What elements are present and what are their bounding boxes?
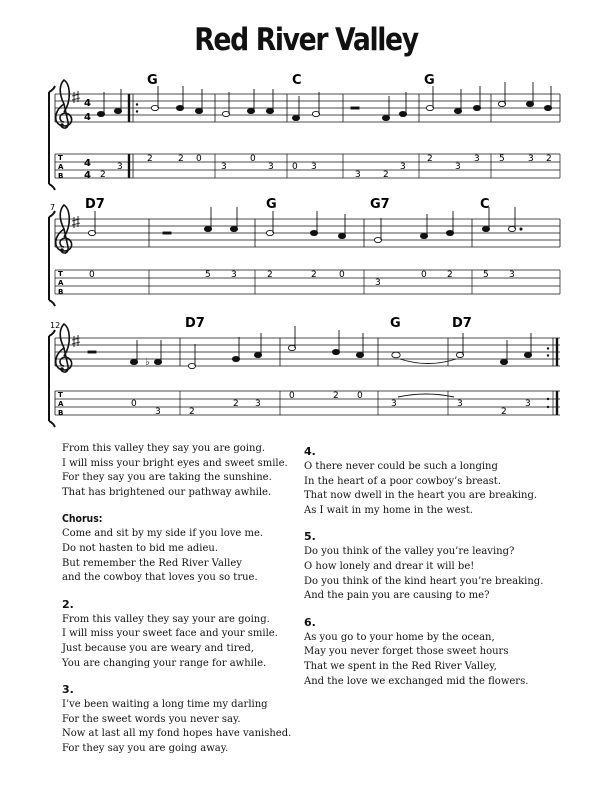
lyric-line: And the love we exchanged mid the flowers. [304, 675, 529, 687]
chord-label: D7 [452, 316, 472, 331]
lyric-line: Do you think of the kind heart you’re breaking. [304, 575, 544, 587]
lyric-line: Do you think of the valley you’re leaving? [304, 546, 515, 558]
tab-number: 3 [117, 162, 123, 172]
svg-text:♭: ♭ [145, 357, 150, 368]
lyric-line: From this valley they say you are going. [62, 443, 266, 454]
tab-number: 2 [267, 270, 273, 280]
lyric-line: That has brightened our pathway awhile. [62, 486, 272, 498]
lyric-line: For the sweet words you never say. [62, 713, 241, 725]
treble-clef-icon [56, 205, 72, 253]
tab-number: 3 [509, 270, 515, 280]
time-sig-bottom: 4 [84, 112, 91, 123]
tab-time-sig-bottom: 4 [84, 170, 91, 181]
tab-number: 3 [391, 399, 397, 409]
lyrics-column-left [62, 442, 292, 768]
tab-number: 0 [289, 391, 295, 401]
lyric-line: But remember the Red River Valley [62, 557, 242, 569]
tab-number: 2 [333, 391, 339, 401]
tab-number: 3 [525, 399, 531, 409]
tab-letter: T [58, 154, 63, 162]
tab-number: 5 [483, 270, 489, 280]
lyric-line: As you go to your home by the ocean, [304, 631, 495, 643]
tab-number: 0 [196, 154, 202, 164]
lyric-line: From this valley they say your are going. [62, 613, 270, 625]
system-2 [49, 197, 560, 306]
chord-label: G [147, 73, 158, 88]
chord-label: D7 [185, 316, 205, 331]
tab-number: 3 [231, 270, 237, 280]
tab-letter: B [58, 409, 64, 417]
lyric-line: Do not hasten to bid me adieu. [62, 542, 219, 554]
lyric-line: That now dwell in the heart you are breaking. [304, 490, 538, 502]
tab-number: 0 [421, 270, 427, 280]
lyric-line: I will miss your sweet face and your smile. [62, 628, 278, 640]
system-bracket [49, 86, 55, 190]
tab-time-sig-top: 4 [84, 158, 91, 169]
verse-heading: 3. [62, 683, 74, 697]
chorus-heading: Chorus: [62, 512, 103, 526]
tab-number: 2 [233, 399, 239, 409]
tab-number: 5 [205, 270, 211, 280]
tab-number: 3 [221, 162, 227, 172]
chord-label: G [266, 197, 277, 212]
tab-number: 0 [89, 270, 95, 280]
treble-clef-icon [56, 80, 72, 128]
tab-number: 2 [501, 407, 507, 417]
tab-number: 3 [268, 162, 274, 172]
lyric-line: and the cowboy that loves you so true. [62, 572, 258, 584]
lyric-line: As I wait in my home in the west. [304, 504, 473, 516]
lyric-line: I’ve been waiting a long time my darling [62, 699, 268, 711]
system-bracket [49, 211, 55, 306]
tab-number: 3 [528, 154, 534, 164]
tab-number: 3 [455, 162, 461, 172]
tab-number: 3 [311, 162, 317, 172]
verse-6 [304, 615, 544, 689]
lyrics-column-right [304, 444, 544, 700]
system-1 [49, 73, 560, 190]
lyric-line: In the heart of a poor cowboy’s breast. [304, 475, 501, 487]
tab-number: 3 [255, 399, 261, 409]
chord-label: D7 [85, 197, 105, 212]
chord-label: G7 [370, 197, 390, 212]
verse-5 [304, 529, 544, 603]
lyric-line: O how lonely and drear it will be! [304, 560, 475, 572]
lyric-line: For they say you are taking the sunshine. [62, 472, 272, 484]
lyric-line: May you never forget those sweet hours [304, 646, 509, 658]
verse-4 [304, 444, 544, 518]
lyric-line: For they say you are going away. [62, 742, 229, 754]
tab-number: 2 [311, 270, 317, 280]
tab-number: 2 [447, 270, 453, 280]
verse-heading: 6. [304, 615, 316, 629]
tab-number: 2 [189, 407, 195, 417]
notes [88, 207, 522, 243]
tab-number: 3 [400, 162, 406, 172]
tab-number: 2 [383, 170, 389, 180]
tab-number: 2 [100, 170, 106, 180]
chord-label: G [390, 316, 401, 331]
verse-heading: 2. [62, 597, 74, 611]
standard-staff [55, 219, 560, 247]
lyric-line: And the pain you are causing to me? [304, 590, 490, 602]
measure-number: 12 [50, 321, 61, 330]
lyric-line: I will miss your bright eyes and sweet smile. [62, 457, 288, 469]
tab-number: 0 [339, 270, 345, 280]
tab-number: 0 [357, 391, 363, 401]
lyric-line: You are changing your range for awhile. [62, 657, 267, 669]
tab-number: 3 [474, 154, 480, 164]
tab-letter: A [58, 279, 64, 287]
measure-number: 7 [50, 203, 56, 212]
chord-label: G [424, 73, 435, 88]
standard-staff [55, 94, 560, 122]
tab-number: 2 [427, 154, 433, 164]
tab-number: 2 [178, 154, 184, 164]
tab-number: 2 [546, 154, 552, 164]
verse-heading: 4. [304, 445, 316, 458]
tab-number: 0 [131, 399, 137, 409]
time-sig-top: 4 [84, 98, 91, 109]
chorus [62, 511, 292, 585]
tab-letter: A [58, 163, 64, 171]
system-3 [49, 316, 560, 427]
lyric-line: Come and sit by my side if you love me. [62, 528, 264, 540]
verse-heading: 5. [304, 530, 316, 544]
system-bracket [49, 330, 55, 427]
tab-number: 2 [147, 154, 153, 164]
page-title: Red River Valley [194, 22, 418, 58]
notes [88, 326, 532, 369]
tab-number: 3 [457, 399, 463, 409]
tab-letter: T [58, 270, 63, 278]
verse-3 [62, 682, 292, 756]
chord-label: C [480, 197, 490, 212]
lyric-line: O there never could be such a longing [304, 461, 498, 472]
tab-staff [55, 154, 560, 178]
verse-1 [62, 442, 292, 500]
tab-letter: B [58, 172, 64, 180]
tab-letter: A [58, 400, 64, 408]
treble-clef-icon [56, 324, 72, 372]
tab-number: 3 [155, 407, 161, 417]
tab-number: 3 [355, 170, 361, 180]
chord-label: C [292, 73, 302, 88]
tie [398, 394, 454, 397]
tab-number: 3 [375, 278, 381, 288]
tab-number: 0 [292, 162, 298, 172]
tab-number: 0 [250, 154, 256, 164]
tab-letter: T [58, 391, 63, 399]
verse-2 [62, 597, 292, 671]
lyric-line: Now at last all my fond hopes have vanished. [62, 728, 292, 740]
lyric-line: That we spent in the Red River Valley, [304, 660, 497, 672]
lyric-line: Just because you are weary and tired, [62, 642, 254, 654]
tab-letter: B [58, 288, 64, 296]
tab-number: 5 [499, 154, 505, 164]
